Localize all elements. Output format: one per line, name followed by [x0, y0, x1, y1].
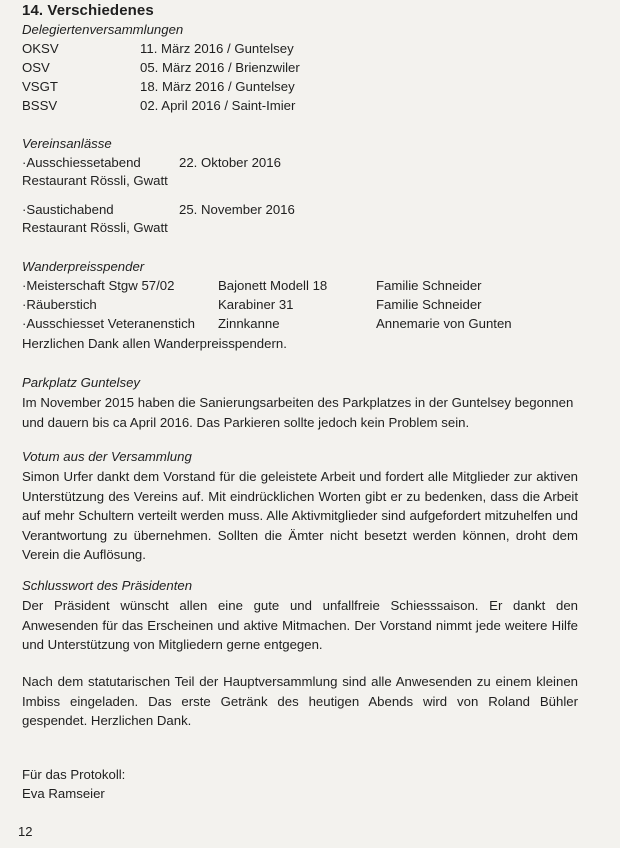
event-place: Restaurant Rössli, Gwatt	[22, 220, 168, 235]
events-heading: Vereinsanlässe	[22, 136, 112, 151]
votum-text: Simon Urfer dankt dem Vorstand für die geleistete Arbeit und fordert alle Mitglieder zur aktiven Unterstützung des Vereins auf. Mit eindrücklichen Worten gibt er zu bedenken, dass die Arbeit auf mehr Schultern verteilt werden muss. Alle Aktivmitglieder sind aufgefordert mitzuhelfen und Verantwortung zu übernehmen. Sollten die Ämter nicht besetzt werden können, droht dem Verein die Auflösung.	[22, 469, 578, 562]
event-name: ·Ausschiessetabend	[22, 155, 141, 170]
final-note: Nach dem statutarischen Teil der Hauptversammlung sind alle Anwesenden zu einem kleinen Imbiss eingeladen. Das erste Getränk des heutigen Abends wird von Roland Bühler gespendet. Herzlichen Dank.	[22, 674, 578, 728]
closing-text: Der Präsident wünscht allen eine gute und unfallfreie Schiesssaison. Er dankt den Anwesenden für das Erscheinen und aktive Mitmachen. Der Vorstand nimmt jede weitere Hilfe und Unterstützung von Mitgliedern gerne entgegen.	[22, 598, 578, 652]
sponsor-donor: Annemarie von Gunten	[376, 316, 512, 331]
delegates-org: VSGT	[22, 79, 58, 94]
sponsor-donor: Familie Schneider	[376, 297, 482, 312]
delegates-date: 05. März 2016 / Brienzwiler	[140, 60, 300, 75]
event-name: ·Saustichabend	[22, 202, 114, 217]
sponsors-thanks: Herzlichen Dank allen Wanderpreisspendern.	[22, 336, 287, 351]
delegates-date: 18. März 2016 / Guntelsey	[140, 79, 295, 94]
signature-label: Für das Protokoll:	[22, 767, 126, 782]
event-date: 25. November 2016	[179, 202, 295, 217]
event-place: Restaurant Rössli, Gwatt	[22, 173, 168, 188]
delegates-org: OSV	[22, 60, 50, 75]
sponsors-heading: Wanderpreisspender	[22, 259, 145, 274]
sponsor-prize: Bajonett Modell 18	[218, 278, 328, 293]
signature-name: Eva Ramseier	[22, 786, 105, 801]
sponsor-donor: Familie Schneider	[376, 278, 482, 293]
delegates-date: 02. April 2016 / Saint-Imier	[140, 98, 296, 113]
event-date: 22. Oktober 2016	[179, 155, 281, 170]
section-title: 14. Verschiedenes	[22, 2, 154, 19]
votum-heading: Votum aus der Versammlung	[22, 449, 192, 464]
sponsor-prize: Zinnkanne	[218, 316, 280, 331]
delegates-date: 11. März 2016 / Guntelsey	[140, 41, 294, 56]
parking-heading: Parkplatz Guntelsey	[22, 375, 141, 390]
delegates-org: OKSV	[22, 41, 59, 56]
delegates-org: BSSV	[22, 98, 58, 113]
sponsor-event: ·Räuberstich	[22, 297, 97, 312]
closing-heading: Schlusswort des Präsidenten	[22, 578, 193, 593]
parking-text: Im November 2015 haben die Sanierungsarbeiten des Parkplatzes in der Guntelsey begonnen und dauern bis ca April 2016. Das Parkieren sollte jedoch kein Problem sein.	[22, 395, 574, 430]
sponsor-event: ·Ausschiesset Veteranenstich	[22, 316, 195, 331]
sponsor-prize: Karabiner 31	[218, 297, 294, 312]
sponsor-event: ·Meisterschaft Stgw 57/02	[22, 278, 175, 293]
delegates-heading: Delegiertenversammlungen	[22, 22, 184, 37]
page-number: 12	[18, 824, 33, 839]
